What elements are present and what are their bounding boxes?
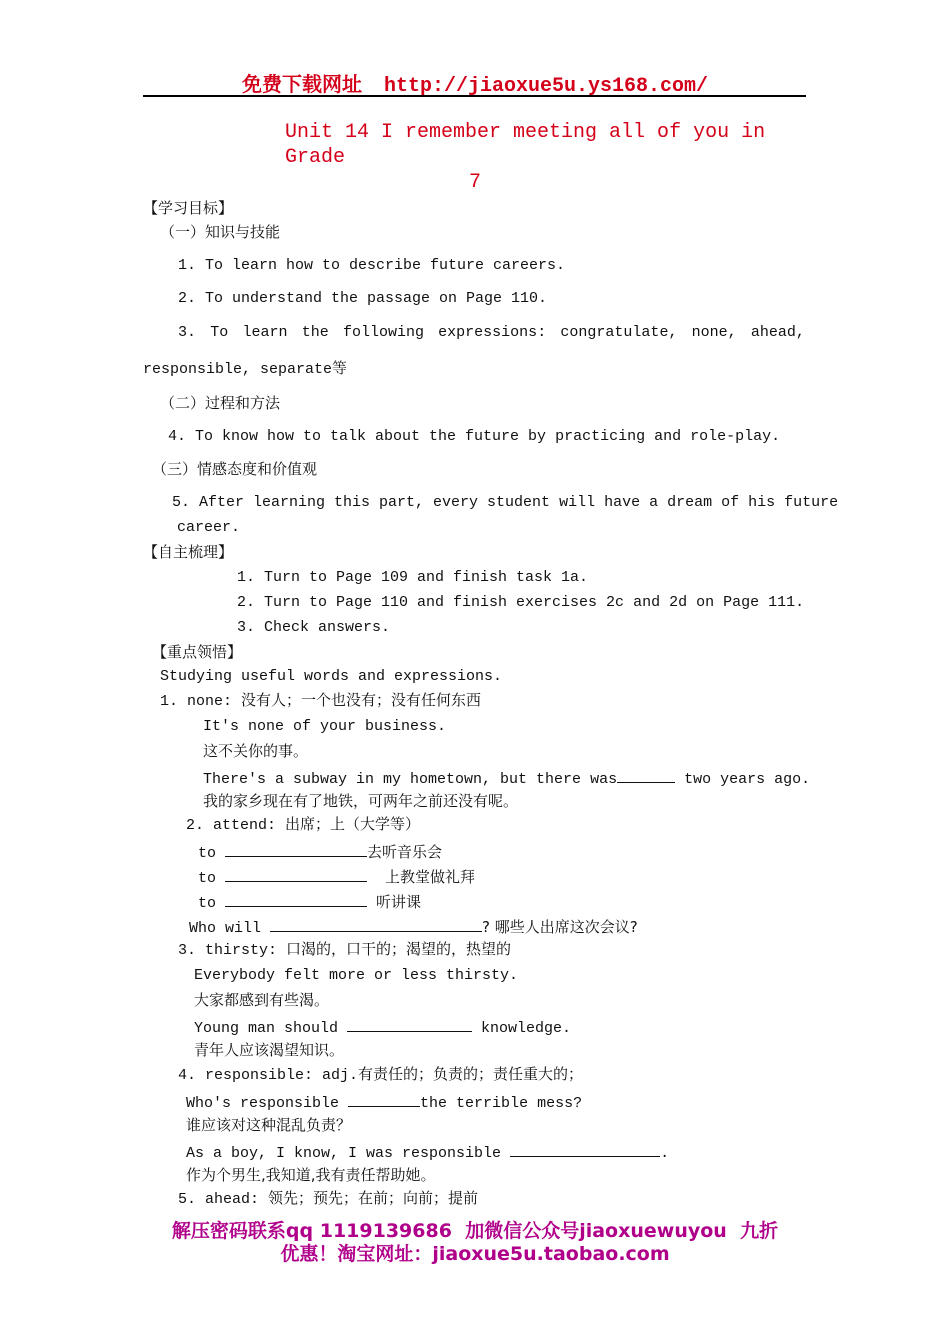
item-3-word: To (210, 324, 229, 341)
fill-blank[interactable] (510, 1141, 660, 1157)
header-banner (0, 68, 950, 98)
attend-phrase-1 (198, 841, 442, 864)
part-3-heading: （三）情感态度和价值观 (152, 460, 318, 478)
none-ex2-end: two years ago. (675, 771, 811, 788)
item-3-word: following (342, 324, 424, 341)
attend-cn-1: 去听音乐会 (367, 843, 443, 861)
part-2-heading: （二）过程和方法 (160, 394, 281, 412)
key-points-heading: 【重点领悟】 (152, 643, 243, 661)
attend-q-start: Who will (189, 920, 262, 937)
item-3-word: ahead, (750, 324, 805, 341)
thirsty-example-1: Everybody felt more or less thirsty. (194, 967, 519, 984)
objective-item-4: 4. To know how to talk about the future by practicing and role-play. (168, 428, 781, 445)
resp-ex1-end: the terrible mess? (420, 1095, 583, 1112)
attend-q-end: ? 哪些人出席这次会议? (482, 918, 638, 936)
title-line-2: 7 (468, 171, 481, 194)
attend-phrase-3 (198, 891, 421, 914)
studying-intro: Studying useful words and expressions. (160, 668, 503, 685)
footer-text: 解压密码联系 (171, 1220, 286, 1242)
fill-blank[interactable] (270, 916, 482, 932)
objective-item-1: 1. To learn how to describe future careers. (178, 257, 566, 274)
fill-blank[interactable] (225, 866, 367, 882)
responsible-example-2 (186, 1141, 669, 1164)
footer-line-1 (0, 1220, 950, 1242)
item-3-word: 3. (178, 324, 197, 341)
footer-text: 九折 (740, 1220, 779, 1242)
self-study-item-2: 2. Turn to Page 110 and finish exercises 2c and 2d on Page 111. (237, 594, 805, 611)
attend-cn-3: 听讲课 (376, 893, 422, 911)
thirsty-ex2-end: knowledge. (472, 1020, 572, 1037)
resp-ex2-end: . (660, 1145, 670, 1162)
thirsty-ex2-start: Young man should (194, 1020, 339, 1037)
none-ex2-start: There's a subway in my hometown, but there was (203, 771, 618, 788)
responsible-example-1-cn: 谁应该对这种混乱负责？ (186, 1116, 352, 1134)
vocab-none-example-2 (203, 767, 810, 790)
self-study-item-1: 1. Turn to Page 109 and finish task 1a. (237, 569, 589, 586)
thirsty-example-1-cn: 大家都感到有些渴。 (194, 991, 330, 1009)
footer-line-2 (0, 1243, 950, 1265)
thirsty-example-2-cn: 青年人应该渴望知识。 (194, 1041, 345, 1059)
vocab-ahead-heading: 5. ahead: 领先；预先；在前；向前；提前 (178, 1191, 479, 1208)
attend-cn-2: 上教堂做礼拜 (385, 868, 476, 886)
footer-taobao-url[interactable]: jiaoxue5u.taobao.com (432, 1243, 670, 1265)
item-3-word: none, (691, 324, 737, 341)
footer-wechat: jiaoxuewuyou (579, 1220, 727, 1242)
fill-blank[interactable] (348, 1091, 420, 1107)
part-1-heading: （一）知识与技能 (160, 223, 281, 241)
item-3-word: learn (242, 324, 288, 341)
responsible-example-2-cn: 作为个男生,我知道,我有责任帮助她。 (186, 1166, 436, 1184)
attend-to: to (198, 895, 217, 912)
fill-blank[interactable] (225, 841, 367, 857)
attend-to: to (198, 870, 217, 887)
fill-blank[interactable] (617, 767, 675, 783)
self-study-item-3: 3. Check answers. (237, 619, 391, 636)
resp-ex1-start: Who's responsible (186, 1095, 340, 1112)
objective-item-2: 2. To understand the passage on Page 110. (178, 290, 548, 307)
vocab-none-example-2-cn: 我的家乡现在有了地铁，可两年之前还没有呢。 (203, 792, 519, 810)
attend-question (189, 916, 638, 939)
self-study-heading: 【自主梳理】 (143, 543, 234, 561)
title-line-1: Unit 14 I remember meeting all of you in Grade (285, 121, 766, 169)
objectives-heading: 【学习目标】 (143, 199, 234, 217)
vocab-none-example-1-cn: 这不关你的事。 (203, 742, 309, 760)
attend-phrase-2 (198, 866, 475, 889)
objective-item-3-cont: responsible, separate等 (143, 361, 348, 378)
vocab-attend-heading: 2. attend: 出席；上（大学等） (186, 817, 421, 834)
objective-item-3 (178, 323, 805, 343)
thirsty-example-2 (194, 1016, 571, 1039)
footer-text: 加微信公众号 (465, 1220, 580, 1242)
page-title (285, 120, 805, 195)
header-divider (143, 95, 806, 97)
objective-item-5-cont: career. (177, 519, 241, 536)
vocab-thirsty-heading: 3. thirsty: 口渴的，口干的；渴望的，热望的 (178, 942, 512, 959)
item-3-word: the (301, 324, 329, 341)
vocab-responsible-heading: 4. responsible: adj.有责任的；负责的；责任重大的； (178, 1067, 584, 1084)
item-3-word: expressions: (438, 324, 547, 341)
header-url[interactable]: http://jiaoxue5u.ys168.com/ (383, 75, 709, 98)
objective-item-5: 5. After learning this part, every student will have a dream of his future (172, 494, 839, 511)
resp-ex2-start: As a boy, I know, I was responsible (186, 1145, 502, 1162)
footer-text: 优惠！淘宝网址： (280, 1243, 433, 1265)
attend-to: to (198, 845, 217, 862)
fill-blank[interactable] (347, 1016, 472, 1032)
vocab-none-example-1: It's none of your business. (203, 718, 447, 735)
footer-qq: qq 1119139686 (285, 1220, 452, 1242)
fill-blank[interactable] (225, 891, 367, 907)
header-label: 免费下载网址 (241, 72, 362, 96)
item-3-word: congratulate, (560, 324, 678, 341)
vocab-none-heading: 1. none: 没有人；一个也没有；没有任何东西 (160, 693, 482, 710)
responsible-example-1 (186, 1091, 582, 1114)
